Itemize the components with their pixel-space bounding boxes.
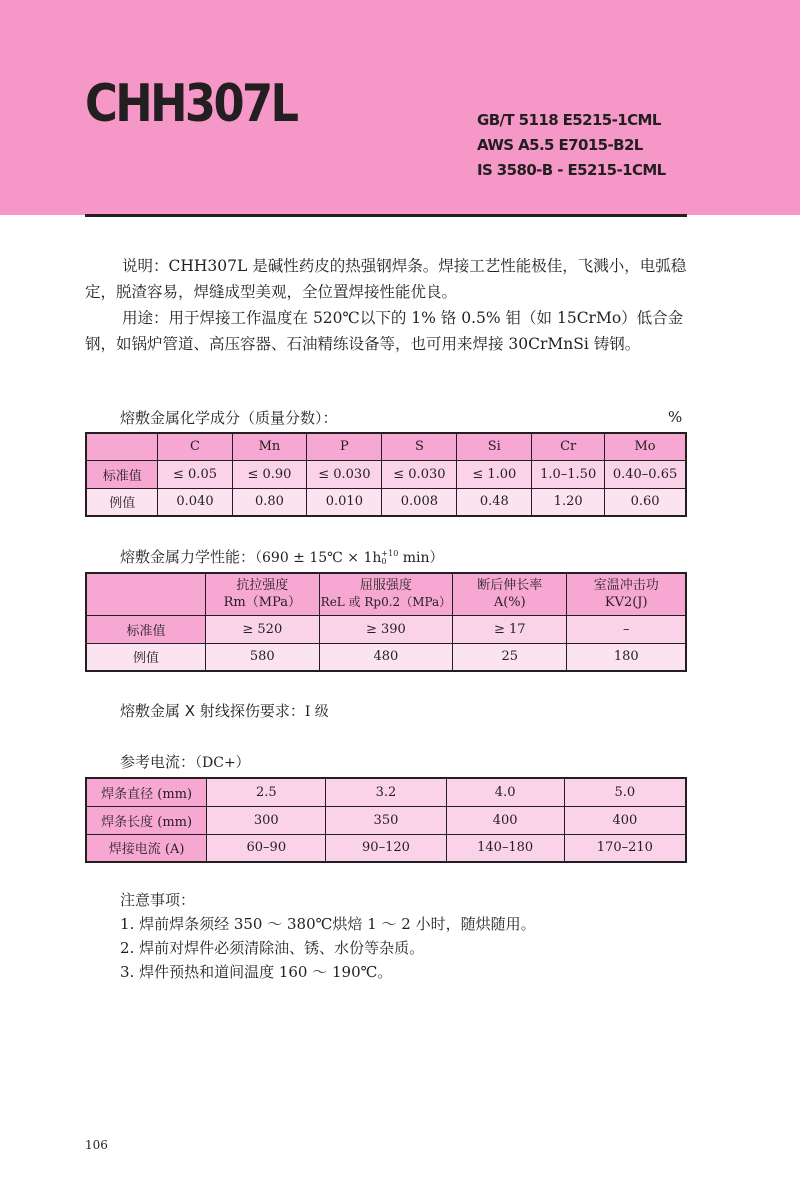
mech-title <box>120 546 444 567</box>
notes-title: 注意事项： <box>120 891 196 909</box>
table-cell: 300 <box>207 806 326 834</box>
note-item: 3. 焊件预热和道间温度 160 ～ 190℃。 <box>120 963 393 981</box>
table-cell: 1.0–1.50 <box>532 460 605 488</box>
current-title-line <box>120 751 250 772</box>
table-cell: ≤ 0.030 <box>307 460 382 488</box>
table-cell: 1.20 <box>532 488 605 516</box>
description-paragraph <box>85 253 690 305</box>
mech-condition-sub: 0 <box>381 557 387 566</box>
table-cell: ≥ 390 <box>319 615 452 643</box>
standards-list <box>477 108 666 183</box>
chem-col-cr: Cr <box>532 433 605 460</box>
table-cell: 90–120 <box>326 834 446 862</box>
table-cell: 2.5 <box>207 778 326 806</box>
header-rule <box>85 214 687 217</box>
chem-col-p: P <box>307 433 382 460</box>
mech-condition-tail: min） <box>398 550 444 566</box>
mech-head-impact <box>567 573 686 615</box>
mech-head-impact-unit: KV2(J) <box>604 595 648 611</box>
chem-row-example <box>86 488 686 516</box>
standard-aws: AWS A5.5 E7015-B2L <box>477 136 643 154</box>
table-cell: ≥ 17 <box>453 615 567 643</box>
chem-row-standard <box>86 460 686 488</box>
table-row-label: 例值 <box>86 643 205 671</box>
mech-head-elong-unit: A(%) <box>493 595 526 611</box>
chem-table <box>85 432 687 517</box>
table-cell: ≥ 520 <box>205 615 319 643</box>
table-cell: 170–210 <box>564 834 686 862</box>
note-item: 2. 焊前对焊件必须清除油、锈、水份等杂质。 <box>120 939 425 957</box>
current-polarity: （DC+） <box>195 755 250 771</box>
table-row-label: 焊条长度 (mm) <box>86 806 207 834</box>
usage-text: 用于焊接工作温度在 520℃以下的 1% 铬 0.5% 钼（如 15CrMo）低合金钢，如锅炉管道、高压容器、石油精练设备等，也可用来焊接 30CrMnSi 铸钢。 <box>85 309 684 353</box>
current-table <box>85 777 687 863</box>
table-cell: 400 <box>446 806 564 834</box>
table-cell: 350 <box>326 806 446 834</box>
table-cell: 0.010 <box>307 488 382 516</box>
chem-header-row <box>86 433 686 460</box>
current-title: 参考电流： <box>120 753 196 771</box>
standard-gb: GB/T 5118 E5215-1CML <box>477 111 661 129</box>
mech-table <box>85 572 687 672</box>
mech-head-tensile <box>205 573 319 615</box>
xray-title: 熔敷金属 X 射线探伤要求： <box>120 702 305 720</box>
table-cell: 480 <box>319 643 452 671</box>
chem-col-blank <box>86 433 158 460</box>
chem-unit: % <box>668 408 683 426</box>
mech-head-elong-zh: 断后伸长率 <box>477 578 543 594</box>
table-cell: 3.2 <box>326 778 446 806</box>
chem-col-c: C <box>158 433 232 460</box>
notes-section <box>120 888 536 984</box>
table-cell: 0.60 <box>605 488 686 516</box>
chem-col-si: Si <box>457 433 532 460</box>
table-row-label: 焊接电流 (A) <box>86 834 207 862</box>
mech-condition-main: （690 ± 15℃ × 1h <box>255 550 382 566</box>
chem-title: 熔敷金属化学成分（质量分数）： <box>120 409 338 427</box>
table-row-label: 例值 <box>86 488 158 516</box>
current-row-diameter <box>86 778 686 806</box>
table-cell: – <box>567 615 686 643</box>
table-cell: ≤ 0.90 <box>232 460 307 488</box>
chem-col-mo: Mo <box>605 433 686 460</box>
table-cell: 5.0 <box>564 778 686 806</box>
table-cell: ≤ 0.030 <box>382 460 457 488</box>
mech-condition <box>255 550 444 566</box>
description-label: 说明： <box>122 257 169 275</box>
table-cell: 400 <box>564 806 686 834</box>
description-text: CHH307L 是碱性药皮的热强钢焊条。焊接工艺性能极佳，飞溅小，电弧稳定，脱渣容易，焊缝成型美观，全位置焊接性能优良。 <box>85 257 687 301</box>
table-cell: 0.040 <box>158 488 232 516</box>
mech-head-elong <box>453 573 567 615</box>
table-cell: 180 <box>567 643 686 671</box>
mech-row-example <box>86 643 686 671</box>
standard-is: IS 3580-B - E5215-1CML <box>477 161 666 179</box>
table-cell: 0.80 <box>232 488 307 516</box>
table-cell: ≤ 1.00 <box>457 460 532 488</box>
table-cell: 140–180 <box>446 834 564 862</box>
mech-row-standard <box>86 615 686 643</box>
mech-header-blank <box>86 573 205 615</box>
mech-head-tensile-zh: 抗拉强度 <box>236 578 289 594</box>
mech-head-tensile-unit: Rm（MPa） <box>223 595 301 611</box>
table-cell: 0.40–0.65 <box>605 460 686 488</box>
current-row-length <box>86 806 686 834</box>
xray-value: I 级 <box>304 704 329 720</box>
table-row-label: 标准值 <box>86 460 158 488</box>
table-cell: 4.0 <box>446 778 564 806</box>
xray-line <box>120 700 329 721</box>
page-number: 106 <box>85 1138 108 1152</box>
table-cell: 0.008 <box>382 488 457 516</box>
note-item: 1. 焊前焊条须经 350 ～ 380℃烘焙 1 ～ 2 小时，随烘随用。 <box>120 915 536 933</box>
table-cell: ≤ 0.05 <box>158 460 232 488</box>
usage-label: 用途： <box>122 309 169 327</box>
table-cell: 0.48 <box>457 488 532 516</box>
mech-condition-sup: +10 <box>381 549 399 558</box>
chem-col-s: S <box>382 433 457 460</box>
table-cell: 60–90 <box>207 834 326 862</box>
mech-head-yield-zh: 屈服强度 <box>359 578 412 594</box>
mech-head-impact-zh: 室温冲击功 <box>593 578 659 594</box>
table-cell: 25 <box>453 643 567 671</box>
product-title: CHH307L <box>85 74 297 134</box>
table-row-label: 焊条直径 (mm) <box>86 778 207 806</box>
mech-head-yield-unit: ReL 或 Rp0.2（MPa） <box>320 595 452 610</box>
mech-header-row <box>86 573 686 615</box>
chem-col-mn: Mn <box>232 433 307 460</box>
mech-title-text: 熔敷金属力学性能： <box>120 548 256 566</box>
current-row-amperage <box>86 834 686 862</box>
table-cell: 580 <box>205 643 319 671</box>
mech-head-yield <box>319 573 452 615</box>
table-row-label: 标准值 <box>86 615 205 643</box>
usage-paragraph <box>85 305 690 357</box>
